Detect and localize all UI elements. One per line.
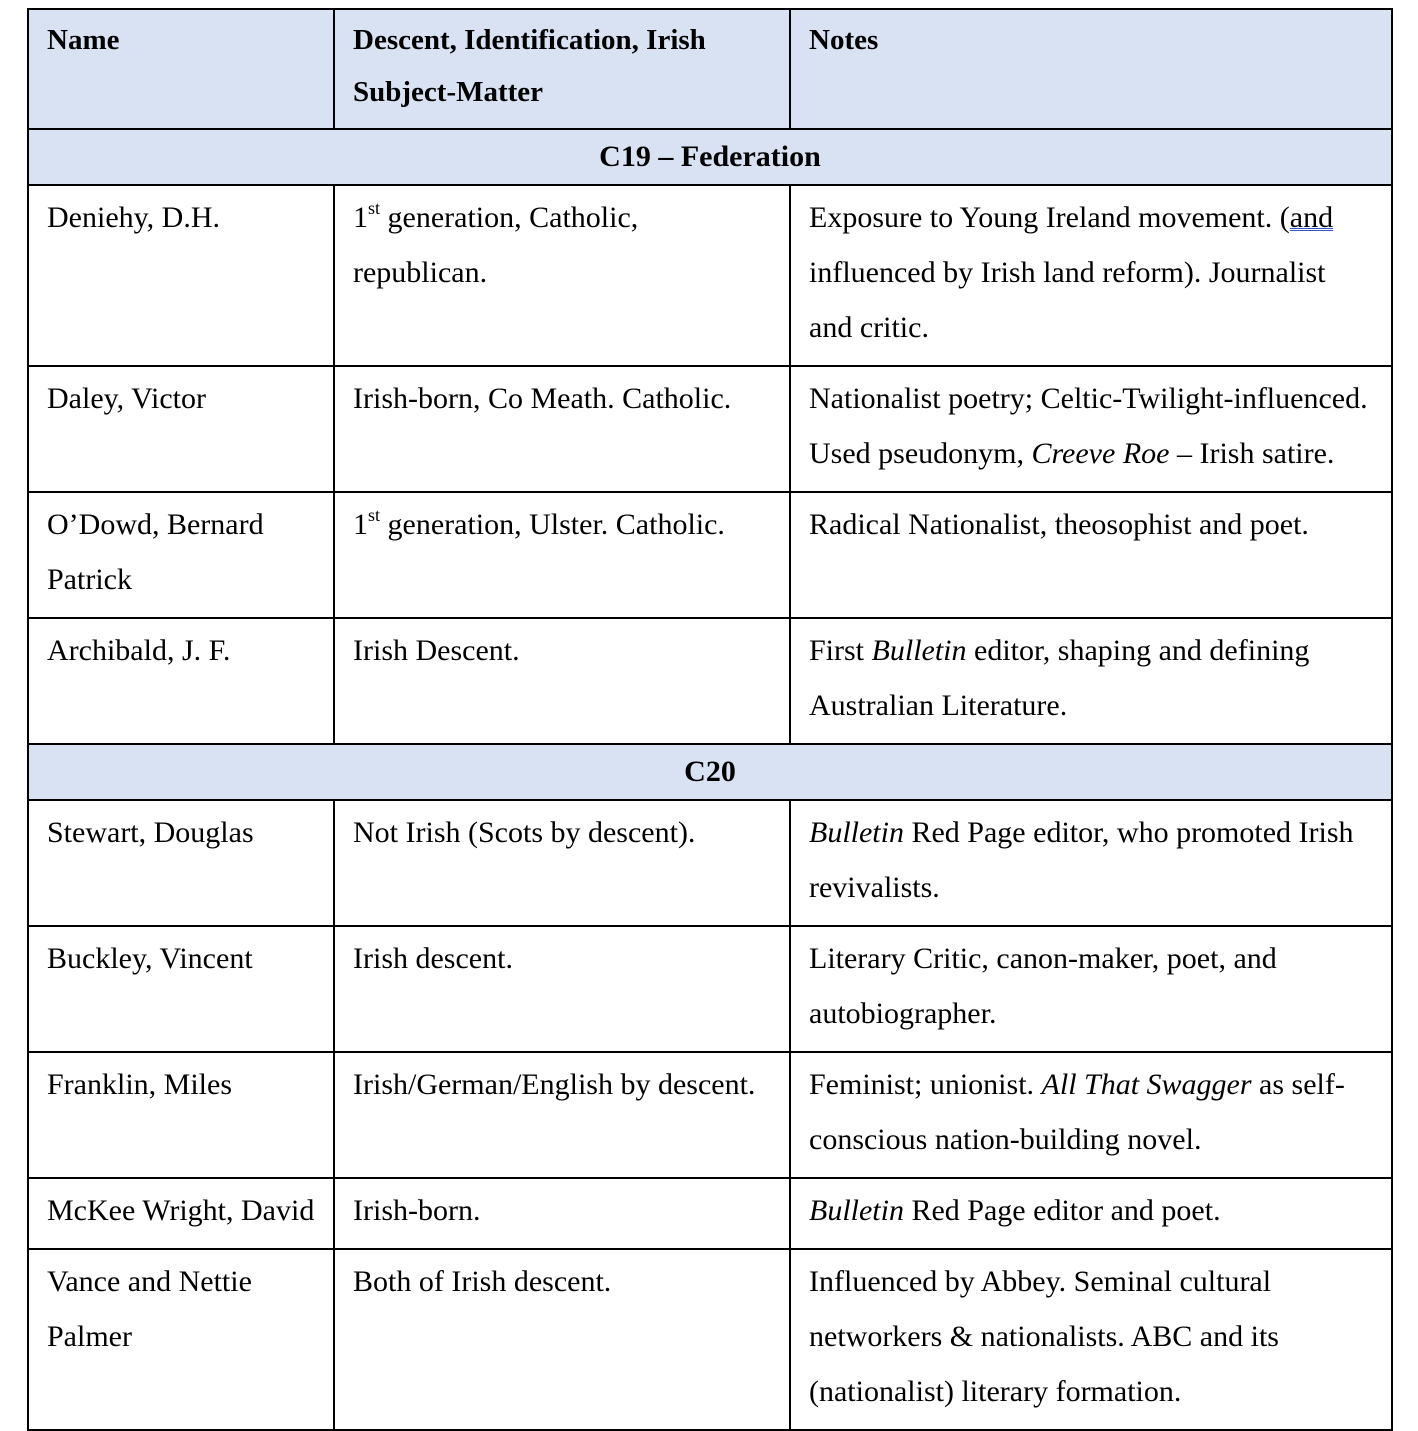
name-cell: McKee Wright, David xyxy=(28,1178,334,1249)
descent-cell: Irish/German/English by descent. xyxy=(334,1052,790,1178)
table-row xyxy=(28,1249,1392,1430)
section-row-c20 xyxy=(28,744,1392,800)
descent-cell: Irish Descent. xyxy=(334,618,790,744)
notes-cell: Radical Nationalist, theosophist and poet. xyxy=(790,492,1392,618)
name-cell: Archibald, J. F. xyxy=(28,618,334,744)
table-row xyxy=(28,366,1392,492)
notes-cell: Influenced by Abbey. Seminal cultural networkers & nationalists. ABC and its (nationalist) literary formation. xyxy=(790,1249,1392,1430)
spellcheck-mark: and xyxy=(1289,201,1334,234)
table-row xyxy=(28,618,1392,744)
notes-cell: Exposure to Young Ireland movement. (and influenced by Irish land reform). Journalist and critic. xyxy=(790,185,1392,366)
table-row xyxy=(28,1052,1392,1178)
descent-cell: Not Irish (Scots by descent). xyxy=(334,800,790,926)
descent-cell: 1st generation, Ulster. Catholic. xyxy=(334,492,790,618)
notes-cell: Bulletin Red Page editor and poet. xyxy=(790,1178,1392,1249)
header-name: Name xyxy=(28,9,334,129)
name-cell: Deniehy, D.H. xyxy=(28,185,334,366)
name-cell: O’Dowd, Bernard Patrick xyxy=(28,492,334,618)
table-row xyxy=(28,492,1392,618)
header-row xyxy=(28,9,1392,129)
descent-cell: 1st generation, Catholic, republican. xyxy=(334,185,790,366)
notes-cell: Literary Critic, canon-maker, poet, and autobiographer. xyxy=(790,926,1392,1052)
header-descent: Descent, Identification, Irish Subject-Matter xyxy=(334,9,790,129)
descent-cell: Irish-born. xyxy=(334,1178,790,1249)
name-cell: Vance and Nettie Palmer xyxy=(28,1249,334,1430)
table-row xyxy=(28,800,1392,926)
section-row-c19 xyxy=(28,129,1392,185)
name-cell: Buckley, Vincent xyxy=(28,926,334,1052)
descent-cell: Irish-born, Co Meath. Catholic. xyxy=(334,366,790,492)
name-cell: Franklin, Miles xyxy=(28,1052,334,1178)
notes-cell: Bulletin Red Page editor, who promoted Irish revivalists. xyxy=(790,800,1392,926)
section-title-c19: C19 – Federation xyxy=(28,129,1392,185)
notes-cell: First Bulletin editor, shaping and defining Australian Literature. xyxy=(790,618,1392,744)
notes-cell: Nationalist poetry; Celtic-Twilight-influenced. Used pseudonym, Creeve Roe – Irish satire. xyxy=(790,366,1392,492)
authors-table xyxy=(27,8,1393,1431)
descent-cell: Irish descent. xyxy=(334,926,790,1052)
descent-cell: Both of Irish descent. xyxy=(334,1249,790,1430)
name-cell: Stewart, Douglas xyxy=(28,800,334,926)
notes-cell: Feminist; unionist. All That Swagger as self-conscious nation-building novel. xyxy=(790,1052,1392,1178)
table-row xyxy=(28,1178,1392,1249)
name-cell: Daley, Victor xyxy=(28,366,334,492)
header-notes: Notes xyxy=(790,9,1392,129)
table-row xyxy=(28,185,1392,366)
table-row xyxy=(28,926,1392,1052)
section-title-c20: C20 xyxy=(28,744,1392,800)
